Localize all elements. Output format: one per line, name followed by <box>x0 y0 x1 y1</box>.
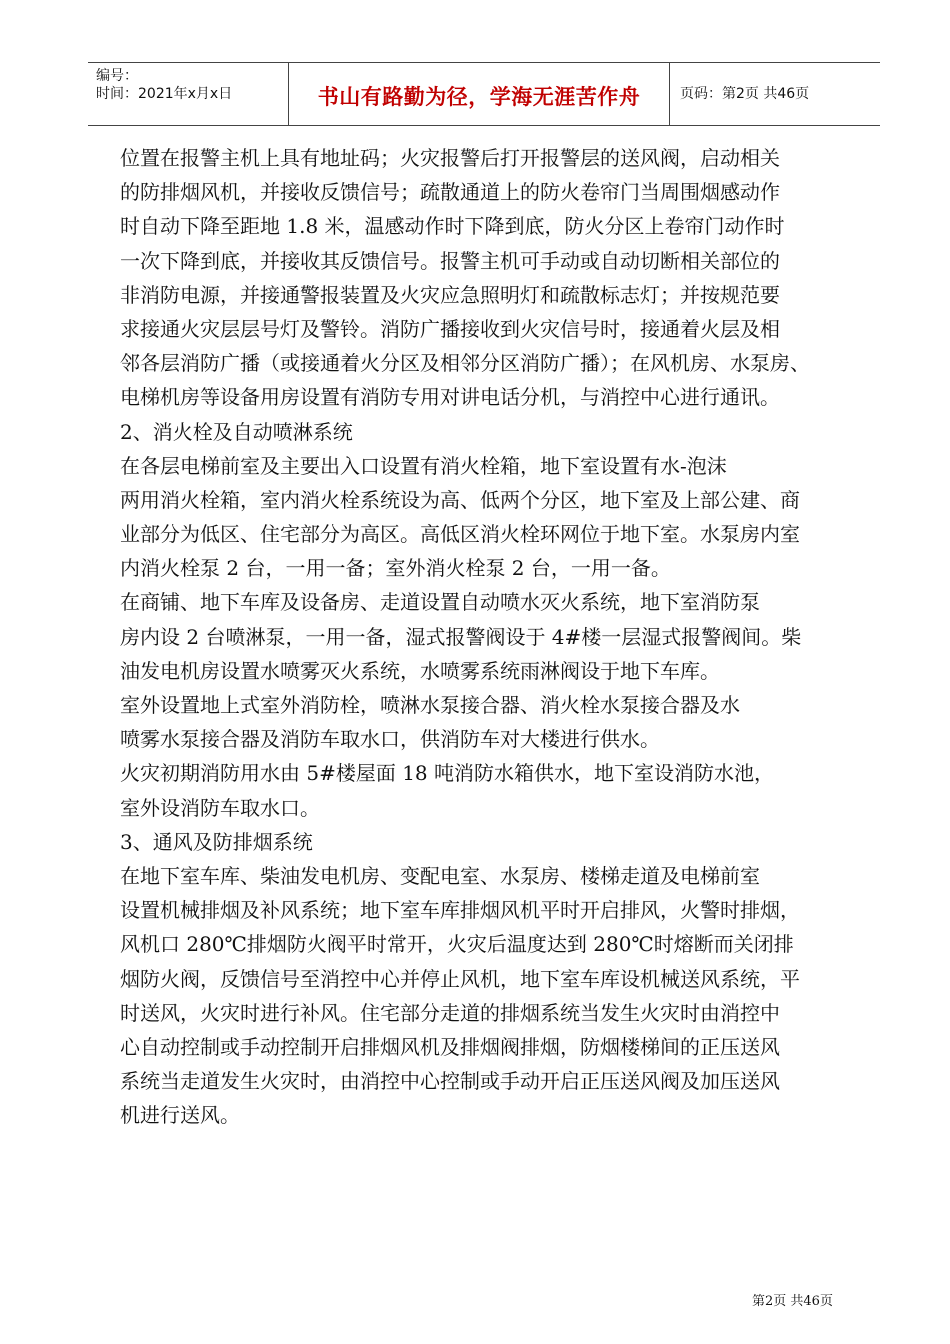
body-line: 系统当走道发生火灾时，由消控中心控制或手动开启正压送风阀及加压送风 <box>120 1069 780 1094</box>
body-line: 一次下降到底，并接收其反馈信号。报警主机可手动或自动切断相关部位的 <box>120 248 780 273</box>
document-body <box>120 141 855 1132</box>
body-line: 在商铺、地下车库及设备房、走道设置自动喷水灭火系统，地下室消防泵 <box>120 590 760 615</box>
body-line: 求接通火灾层层号灯及警铃。消防广播接收到火灾信号时，接通着火层及相 <box>120 316 780 341</box>
document-header <box>88 62 880 126</box>
document-time-label: 时间：2021年x月x日 <box>96 86 233 102</box>
body-line: 机进行送风。 <box>120 1103 240 1128</box>
body-line: 室外设消防车取水口。 <box>120 795 320 820</box>
body-line: 邻各层消防广播（或接通着火分区及相邻分区消防广播）；在风机房、水泵房、 <box>120 351 810 376</box>
body-line: 火灾初期消防用水由 5#楼屋面 18 吨消防水箱供水，地下室设消防水池， <box>120 761 775 786</box>
body-line: 非消防电源，并接通警报装置及火灾应急照明灯和疏散标志灯；并按规范要 <box>120 282 780 307</box>
header-page-number: 页码：第2页 共46页 <box>680 86 810 102</box>
body-line: 喷雾水泵接合器及消防车取水口，供消防车对大楼进行供水。 <box>120 727 660 752</box>
header-motto-cell <box>288 63 670 125</box>
body-line: 室外设置地上式室外消防栓，喷淋水泵接合器、消火栓水泵接合器及水 <box>120 693 740 717</box>
header-page-cell <box>670 63 880 125</box>
header-info-cell <box>88 63 288 125</box>
body-line: 内消火栓泵 2 台，一用一备；室外消火栓泵 2 台，一用一备。 <box>120 556 671 581</box>
body-line: 设置机械排烟及补风系统；地下室车库排烟风机平时开启排风，火警时排烟， <box>120 898 800 923</box>
body-line: 在地下室车库、柴油发电机房、变配电室、水泵房、楼梯走道及电梯前室 <box>120 863 760 888</box>
body-line: 烟防火阀，反馈信号至消控中心并停止风机，地下室车库设机械送风系统，平 <box>120 966 800 991</box>
body-line: 时自动下降至距地 1.8 米，温感动作时下降到底，防火分区上卷帘门动作时 <box>120 214 785 239</box>
section-heading: 3、通风及防排烟系统 <box>120 829 313 854</box>
body-line: 电梯机房等设备用房设置有消防专用对讲电话分机，与消控中心进行通讯。 <box>120 385 780 410</box>
document-number-label: 编号： <box>96 68 138 84</box>
footer-page-number: 第2页 共46页 <box>752 1294 833 1309</box>
body-line: 时送风，火灾时进行补风。住宅部分走道的排烟系统当发生火灾时由消控中 <box>120 1000 780 1025</box>
body-line: 位置在报警主机上具有地址码；火灾报警后打开报警层的送风阀，启动相关 <box>120 146 780 170</box>
section-heading: 2、消火栓及自动喷淋系统 <box>120 419 353 444</box>
body-line: 心自动控制或手动控制开启排烟风机及排烟阀排烟，防烟楼梯间的正压送风 <box>120 1034 780 1059</box>
body-line: 在各层电梯前室及主要出入口设置有消火栓箱，地下室设置有水-泡沫 <box>120 453 727 478</box>
body-line: 业部分为低区、住宅部分为高区。高低区消火栓环网位于地下室。水泵房内室 <box>120 522 800 547</box>
body-line: 两用消火栓箱，室内消火栓系统设为高、低两个分区，地下室及上部公建、商 <box>120 487 800 512</box>
body-line: 房内设 2 台喷淋泵，一用一备，湿式报警阀设于 4#楼一层湿式报警阀间。柴 <box>120 624 802 649</box>
body-line: 油发电机房设置水喷雾灭火系统，水喷雾系统雨淋阀设于地下车库。 <box>120 658 720 683</box>
body-line: 风机口 280℃排烟防火阀平时常开，火灾后温度达到 280℃时熔断而关闭排 <box>120 932 794 957</box>
header-motto: 书山有路勤为径，学海无涯苦作舟 <box>317 85 641 109</box>
body-line: 的防排烟风机，并接收反馈信号；疏散通道上的防火卷帘门当周围烟感动作 <box>120 180 780 205</box>
